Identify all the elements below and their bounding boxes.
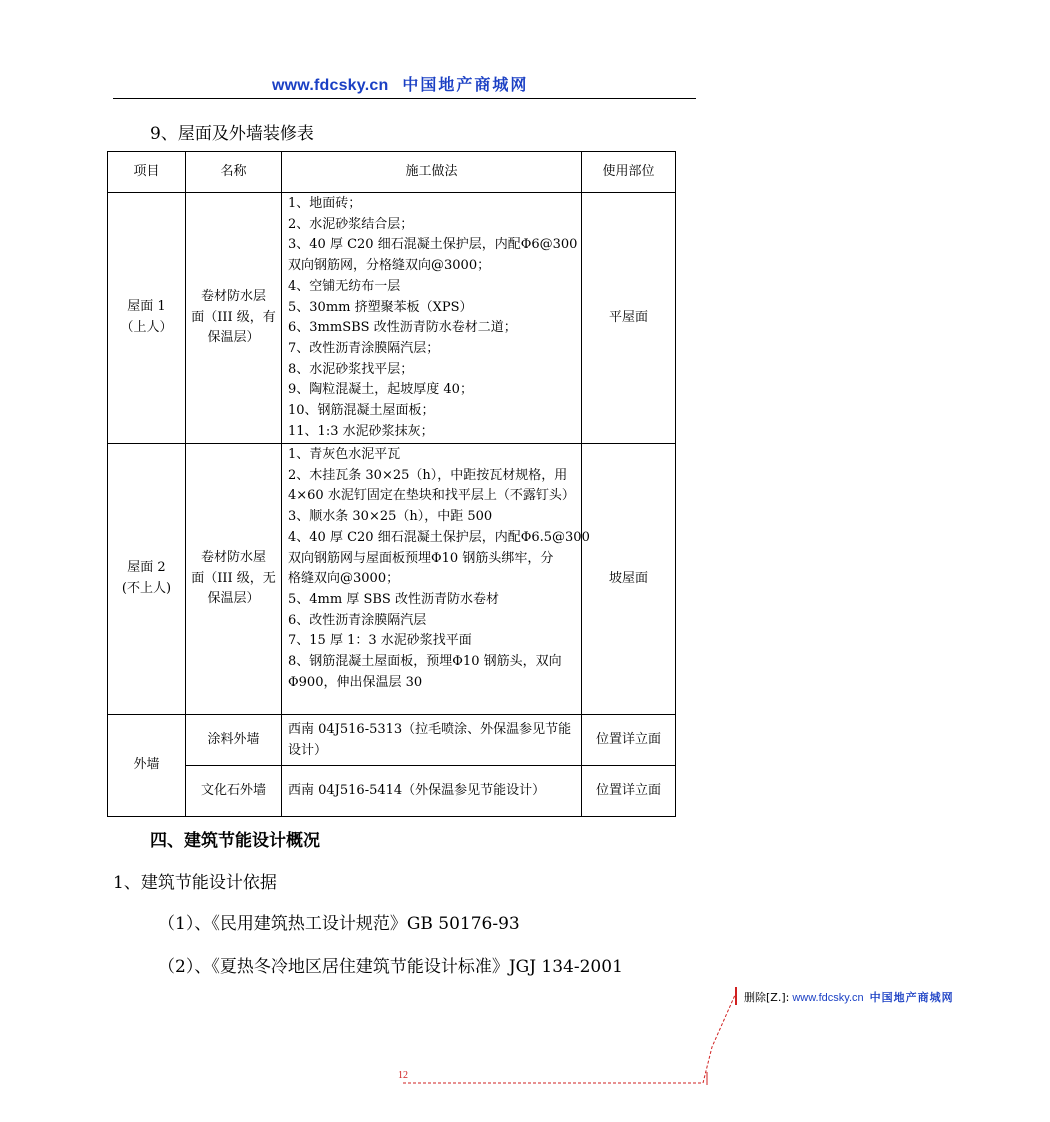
cell-name: 文化石外墙	[186, 766, 282, 817]
name-line: 面（III 级，有	[191, 309, 276, 325]
header-cell-name: 名称	[186, 152, 282, 193]
comment-url: www.fdcsky.cn	[792, 992, 864, 1004]
header-url: www.fdcsky.cn	[272, 77, 389, 94]
section-title: 9、屋面及外墙装修表	[150, 124, 314, 144]
method-line: 西南 04J516-5313（拉毛喷涂、外保温参见节能	[288, 721, 572, 737]
name-line: 保温层）	[207, 591, 260, 607]
name-line: 保温层）	[207, 330, 260, 346]
header-cell-method: 施工做法	[282, 152, 582, 193]
name-line: 卷材防水屋	[200, 549, 266, 565]
method-line: 2、水泥砂浆结合层；	[288, 216, 414, 232]
comment-leader-line	[403, 995, 735, 1083]
item-line: （上人）	[120, 320, 173, 335]
name-line: 面（III 级，无	[191, 570, 276, 586]
method-line: 4、空铺无纺布一层	[288, 278, 401, 294]
method-line: 3、40 厚 C20 细石混凝土保护层，内配Φ6@300	[288, 237, 578, 253]
method-line: 8、水泥砂浆找平层；	[288, 361, 414, 377]
section-heading-energy: 四、建筑节能设计概况	[150, 831, 320, 851]
name-line: 卷材防水层	[200, 288, 266, 304]
header-cell-location: 使用部位	[582, 152, 676, 193]
method-line: 7、15 厚 1：3 水泥砂浆找平面	[288, 633, 472, 649]
cell-item-wall: 外墙	[108, 715, 186, 817]
method-line: 6、改性沥青涂膜隔汽层	[288, 612, 427, 628]
method-line: 1、地面砖；	[288, 196, 362, 211]
method-line: 10、钢筋混凝土屋面板；	[288, 403, 435, 419]
cell-name: 涂料外墙	[186, 715, 282, 766]
cell-location: 位置详立面	[582, 766, 676, 817]
method-line: 9、陶粒混凝土，起坡厚度 40；	[288, 382, 473, 398]
method-line: 4、40 厚 C20 细石混凝土保护层，内配Φ6.5@300	[288, 529, 590, 545]
item-line: (不上人)	[121, 581, 172, 596]
method-line: 5、30mm 挤塑聚苯板（XPS）	[288, 299, 473, 315]
cell-location: 平屋面	[582, 193, 676, 444]
header-site-name: 中国地产商城网	[402, 75, 529, 94]
cell-location: 位置详立面	[582, 715, 676, 766]
method-line: Φ900，伸出保温层 30	[288, 674, 423, 690]
method-line: 3、顺水条 30×25（h），中距 500	[288, 509, 493, 525]
method-line: 设计）	[288, 742, 328, 758]
reference-2: （2）、《夏热冬冷地区居住建筑节能设计标准》JGJ 134-2001	[158, 957, 623, 977]
method-line: 7、改性沥青涂膜隔汽层；	[288, 340, 440, 356]
header-cell-item: 项目	[108, 152, 186, 193]
item-line: 屋面 1	[127, 299, 166, 315]
method-line: 8、钢筋混凝土屋面板，预埋Φ10 钢筋头，双向	[288, 654, 562, 670]
method-line: 2、木挂瓦条 30×25（h），中距按瓦材规格，用	[288, 467, 568, 483]
method-line: 双向钢筋网，分格缝双向@3000；	[288, 258, 491, 274]
method-line: 5、4mm 厚 SBS 改性沥青防水卷材	[288, 591, 499, 607]
method-line: 格缝双向@3000；	[288, 571, 400, 587]
method-line: 6、3mmSBS 改性沥青防水卷材二道；	[288, 320, 517, 336]
method-line: 1、青灰色水泥平瓦	[288, 447, 401, 462]
comment-label: 删除[Z.]:	[744, 991, 790, 1004]
method-line: 4×60 水泥钉固定在垫块和找平层上（不露钉头）	[288, 488, 575, 504]
item-line: 屋面 2	[127, 560, 166, 576]
reference-1: （1）、《民用建筑热工设计规范》GB 50176-93	[158, 914, 520, 934]
method-line: 双向钢筋网与屋面板预埋Φ10 钢筋头绑牢，分	[288, 550, 554, 566]
paragraph-basis: 1、建筑节能设计依据	[113, 873, 277, 893]
page-number: 12	[398, 1070, 408, 1081]
method-line: 11、1:3 水泥砂浆抹灰；	[288, 423, 434, 439]
cell-location: 坡屋面	[582, 444, 676, 715]
comment-site-name: 中国地产商城网	[869, 991, 954, 1004]
method-line: 西南 04J516-5414（外保温参见节能设计）	[288, 783, 546, 799]
